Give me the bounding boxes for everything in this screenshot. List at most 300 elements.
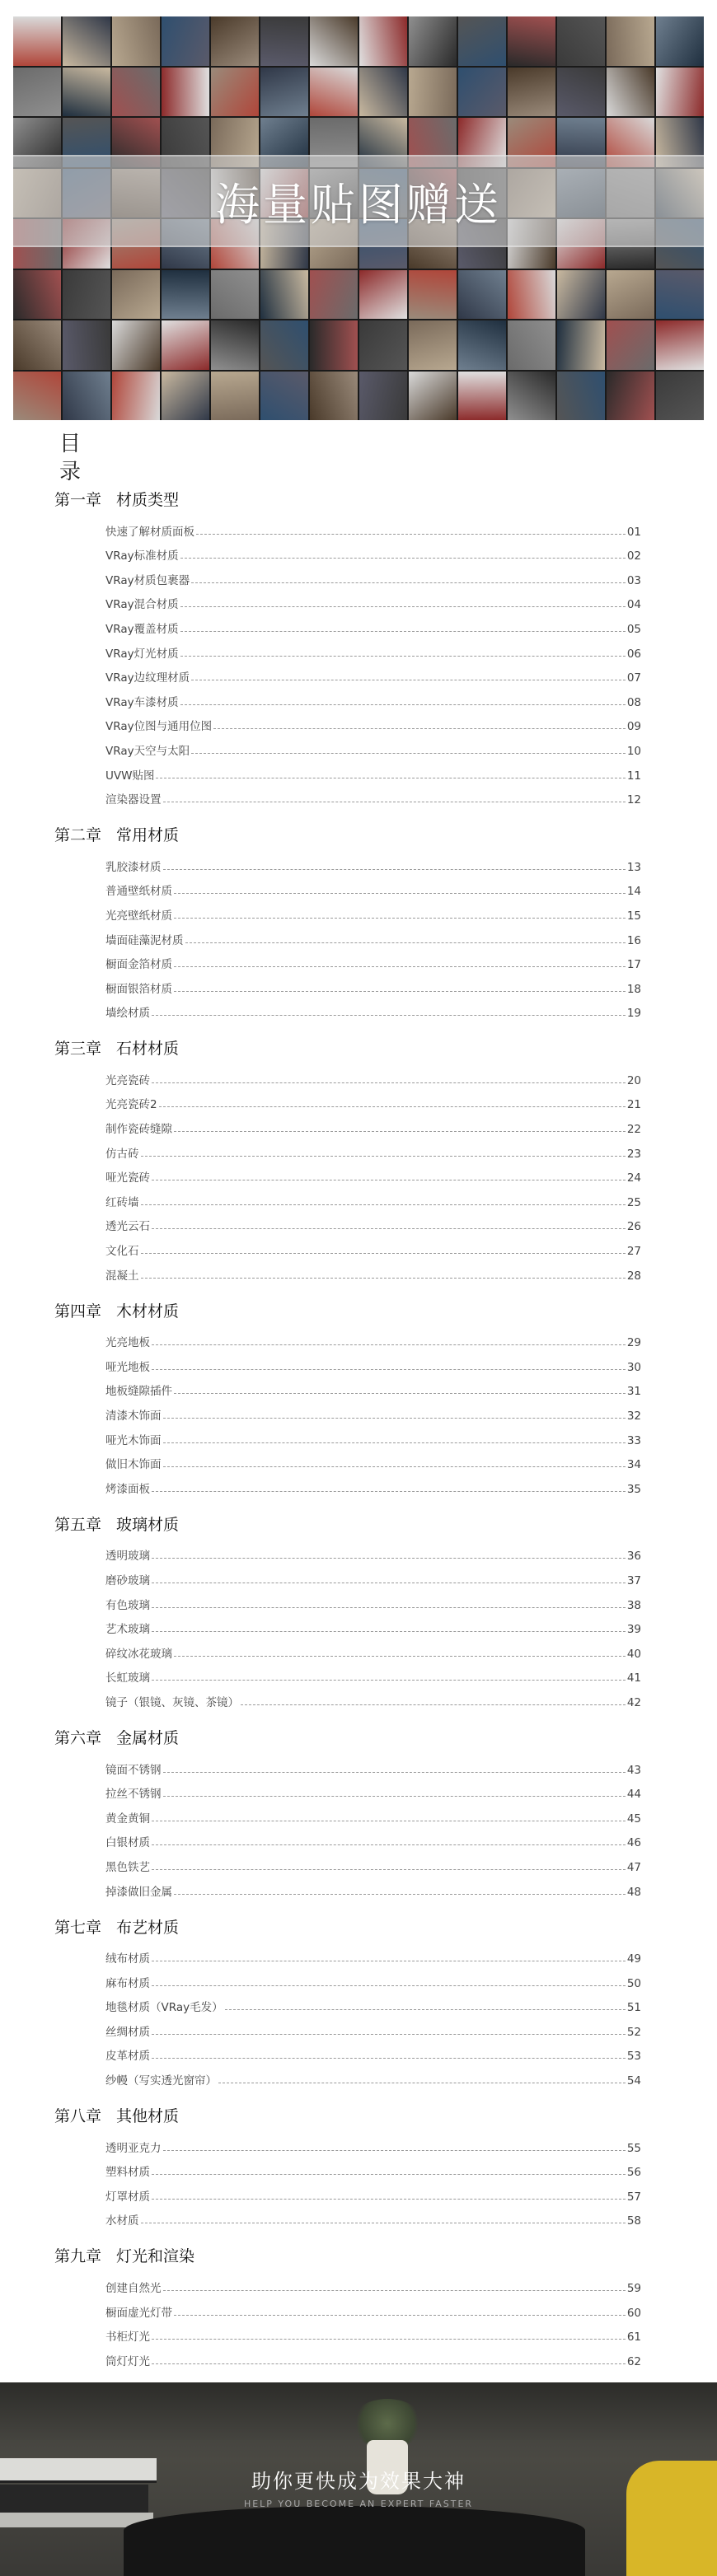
texture-tile: [557, 68, 605, 117]
toc-entry-page: 44: [626, 1788, 641, 1802]
toc-entry[interactable]: [54, 1349, 641, 1374]
dotted-leader: [141, 1204, 626, 1205]
toc-entry-page: 17: [626, 958, 641, 972]
toc-entry-label: 丝绸材质: [105, 2025, 150, 2039]
toc-entry-page: 28: [626, 1269, 641, 1283]
dotted-leader: [152, 2174, 626, 2175]
toc-entry-page: 02: [626, 549, 641, 563]
toc-entry-page: 62: [626, 2354, 641, 2368]
toc-entry-page: 27: [626, 1245, 641, 1259]
chapter-section: [54, 2102, 641, 2228]
texture-tile: [409, 68, 457, 117]
toc-entry[interactable]: [54, 539, 641, 563]
toc-entry[interactable]: [54, 1849, 641, 1874]
toc-entry-page: 04: [626, 598, 641, 612]
toc-entry-page: 52: [626, 2025, 641, 2039]
toc-entry-label: 哑光地板: [105, 1360, 150, 1374]
dotted-leader: [191, 753, 626, 754]
toc-entry-label: 渲染器设置: [105, 793, 162, 807]
toc-entry[interactable]: [54, 1966, 641, 1990]
toc-entry-label: VRay材质包裹器: [105, 573, 190, 587]
chapter-section: [54, 1035, 641, 1282]
toc-entry[interactable]: [54, 733, 641, 758]
chapter-number: 第六章: [54, 1728, 102, 1747]
chapter-title: [54, 1724, 641, 1752]
footer-text: [0, 2465, 717, 2509]
toc-entry-page: 53: [626, 2050, 641, 2064]
toc-entry[interactable]: [54, 2130, 641, 2155]
toc-entry-page: 36: [626, 1550, 641, 1564]
toc-entry[interactable]: [54, 2204, 641, 2228]
toc-entry-label: 筒灯灯光: [105, 2354, 150, 2368]
chapter-title: [54, 821, 641, 849]
texture-tile: [310, 372, 358, 421]
chapter-number: 第一章: [54, 491, 102, 509]
chapter-name: 材质类型: [116, 491, 180, 509]
texture-tile: [260, 372, 308, 421]
toc-entry-label: 橱面金箔材质: [105, 958, 172, 972]
texture-tile: [13, 68, 61, 117]
toc-entry-label: 文化石: [105, 1245, 139, 1259]
chapter-name: 其他材质: [116, 2107, 180, 2126]
dotted-leader: [163, 1442, 626, 1443]
chapter-number: 第二章: [54, 826, 102, 845]
toc-entry-page: 41: [626, 1671, 641, 1685]
texture-tile: [557, 270, 605, 320]
toc-entry-page: 09: [626, 720, 641, 734]
chapter-section: [54, 1297, 641, 1496]
toc-entry[interactable]: [54, 1587, 641, 1612]
chapter-name: 布艺材质: [116, 1918, 180, 1937]
dotted-leader: [141, 1253, 626, 1254]
texture-tile: [458, 372, 506, 421]
toc-entry[interactable]: [54, 1826, 641, 1850]
toc-entry[interactable]: [54, 709, 641, 734]
footer-subtitle: HELP YOU BECOME AN EXPERT FASTER: [243, 2499, 474, 2509]
dotted-leader: [174, 966, 626, 967]
chapter-title: [54, 486, 641, 514]
texture-tile: [13, 320, 61, 370]
toc-entry-page: 18: [626, 982, 641, 996]
toc-entry-page: 37: [626, 1573, 641, 1587]
toc-entry-label: 地板缝隙插件: [105, 1385, 172, 1399]
texture-tile: [310, 320, 358, 370]
texture-tile: [359, 68, 407, 117]
toc-entry[interactable]: [54, 1471, 641, 1496]
toc-entry[interactable]: [54, 874, 641, 899]
texture-tile: [13, 16, 61, 66]
toc-entry-page: 57: [626, 2190, 641, 2204]
toc-entry[interactable]: [54, 2063, 641, 2087]
toc-entry-label: VRay灯光材质: [105, 647, 179, 661]
texture-tile: [607, 320, 654, 370]
dotted-leader: [163, 1796, 626, 1797]
toc-entry-label: 水材质: [105, 2214, 139, 2228]
dotted-leader: [174, 918, 626, 919]
toc-entry[interactable]: [54, 1087, 641, 1112]
toc-entry-label: 墙绘材质: [105, 1007, 150, 1021]
toc-entry-page: 45: [626, 1812, 641, 1826]
texture-tile: [112, 372, 160, 421]
dotted-leader: [152, 1607, 626, 1608]
toc-entry[interactable]: [54, 2155, 641, 2180]
toc-entry[interactable]: [54, 2039, 641, 2064]
texture-tile: [409, 16, 457, 66]
toc-entry-label: 磨砂玻璃: [105, 1573, 150, 1587]
toc-entry-label: 光亮瓷砖: [105, 1073, 150, 1087]
toc-entry-page: 05: [626, 622, 641, 636]
toc-entry-page: 60: [626, 2306, 641, 2320]
toc-entry-label: 皮革材质: [105, 2050, 150, 2064]
toc-entry-label: 混凝土: [105, 1269, 139, 1283]
toc-entry-page: 13: [626, 860, 641, 874]
toc-entry-page: 25: [626, 1195, 641, 1209]
chapter-section: [54, 821, 641, 1020]
toc-entry-label: 透光云石: [105, 1220, 150, 1234]
toc-entry-label: 镜面不锈钢: [105, 1763, 162, 1777]
toc-entry[interactable]: [54, 1874, 641, 1899]
toc-entry-page: 46: [626, 1836, 641, 1850]
texture-tile: [310, 270, 358, 320]
toc-entry-page: 43: [626, 1763, 641, 1777]
dotted-leader: [174, 1393, 626, 1394]
toc-entry-label: 镜子（银镜、灰镜、茶镜）: [105, 1695, 239, 1709]
toc-entry-label: 橱面银箔材质: [105, 982, 172, 996]
toc-entry[interactable]: [54, 2179, 641, 2204]
toc-entry[interactable]: [54, 2270, 641, 2295]
texture-tile: [458, 270, 506, 320]
texture-tile: [63, 320, 110, 370]
footer-title: 助你更快成为效果大神: [251, 2470, 466, 2493]
chapter-name: 常用材质: [116, 826, 180, 845]
toc-entry-label: 做旧木饰面: [105, 1458, 162, 1472]
chapter-title: [54, 2242, 641, 2270]
texture-tile: [211, 372, 259, 421]
texture-tile: [13, 270, 61, 320]
toc-entry[interactable]: [54, 1063, 641, 1087]
texture-tile: [63, 68, 110, 117]
toc-entry-label: 纱幔（写实透光窗帘）: [105, 2074, 217, 2088]
texture-tile: [162, 16, 209, 66]
toc-entry[interactable]: [54, 1636, 641, 1661]
toc-entry-label: VRay位图与通用位图: [105, 720, 213, 734]
toc-entry-label: VRay混合材质: [105, 598, 179, 612]
toc-entry-page: 24: [626, 1171, 641, 1185]
toc-entry-page: 33: [626, 1433, 641, 1447]
dotted-leader: [152, 1082, 626, 1083]
dotted-leader: [152, 2363, 626, 2364]
toc-entry[interactable]: [54, 996, 641, 1021]
texture-tile: [458, 320, 506, 370]
texture-tile: [508, 270, 555, 320]
texture-tile: [260, 320, 308, 370]
toc-entry[interactable]: [54, 971, 641, 996]
texture-tile: [557, 372, 605, 421]
toc-entry-page: 32: [626, 1410, 641, 1423]
dotted-leader: [141, 1278, 626, 1279]
dotted-leader: [152, 1844, 626, 1845]
texture-tile: [211, 270, 259, 320]
texture-tile: [162, 372, 209, 421]
toc-entry-label: 普通壁纸材质: [105, 885, 172, 899]
toc-entry[interactable]: [54, 1539, 641, 1564]
texture-tile: [162, 68, 209, 117]
texture-tile: [458, 16, 506, 66]
dotted-leader: [163, 1418, 626, 1419]
toc-entry-page: 59: [626, 2282, 641, 2296]
texture-tile: [656, 320, 704, 370]
toc-entry-page: 55: [626, 2141, 641, 2155]
toc-entry[interactable]: [54, 2320, 641, 2345]
toc-entry-page: 56: [626, 2166, 641, 2180]
texture-tile: [508, 320, 555, 370]
toc-entry[interactable]: [54, 1209, 641, 1234]
toc-entry[interactable]: [54, 636, 641, 661]
toc-entry-label: VRay标准材质: [105, 549, 179, 563]
texture-tile: [607, 68, 654, 117]
toc-entry-page: 34: [626, 1458, 641, 1472]
texture-tile: [260, 68, 308, 117]
toc-entry-page: 49: [626, 1952, 641, 1966]
toc-entry[interactable]: [54, 2014, 641, 2039]
toc-entry[interactable]: [54, 2295, 641, 2320]
toc-entry-label: 地毯材质（VRay毛发）: [105, 2001, 223, 2015]
dotted-leader: [152, 1631, 626, 1632]
toc-entry[interactable]: [54, 1752, 641, 1777]
toc-entry[interactable]: [54, 685, 641, 709]
texture-tile: [409, 320, 457, 370]
toc-entry[interactable]: [54, 661, 641, 685]
toc-entry-page: 06: [626, 647, 641, 661]
toc-entry[interactable]: [54, 1685, 641, 1709]
toc-entry-label: 仿古砖: [105, 1147, 139, 1161]
toc-entry-page: 58: [626, 2214, 641, 2228]
texture-tile: [508, 372, 555, 421]
toc-entry-label: 书柜灯光: [105, 2331, 150, 2345]
toc-entry[interactable]: [54, 1398, 641, 1423]
toc-entry-label: 艺术玻璃: [105, 1623, 150, 1637]
texture-tile: [359, 270, 407, 320]
chapter-name: 玻璃材质: [116, 1515, 180, 1534]
toc-entry[interactable]: [54, 1942, 641, 1966]
toc-entry[interactable]: [54, 1325, 641, 1350]
texture-tile: [656, 68, 704, 117]
texture-tile: [310, 68, 358, 117]
toc-entry-label: 麻布材质: [105, 1976, 150, 1990]
toc-entry[interactable]: [54, 1136, 641, 1161]
toc-entry-page: 23: [626, 1147, 641, 1161]
texture-tile: [557, 320, 605, 370]
dotted-leader: [152, 1228, 626, 1229]
texture-tile: [359, 320, 407, 370]
toc-entry-page: 40: [626, 1647, 641, 1661]
toc-entry-label: 烤漆面板: [105, 1482, 150, 1496]
dotted-leader: [152, 2058, 626, 2059]
dotted-leader: [152, 2034, 626, 2035]
toc-entry[interactable]: [54, 1423, 641, 1447]
dotted-leader: [152, 1015, 626, 1016]
chapter-section: [54, 1511, 641, 1709]
dotted-leader: [241, 1704, 626, 1705]
toc-entry-label: 碎纹冰花玻璃: [105, 1647, 172, 1661]
toc-entry-label: 掉漆做旧金属: [105, 1885, 172, 1899]
toc-entry[interactable]: [54, 611, 641, 636]
texture-tile: [607, 16, 654, 66]
dotted-leader: [174, 1894, 626, 1895]
dotted-leader: [225, 2009, 626, 2010]
dotted-leader: [141, 1156, 626, 1157]
toc-entry-page: 39: [626, 1623, 641, 1637]
dotted-leader: [196, 534, 626, 535]
toc-entry[interactable]: [54, 1374, 641, 1399]
toc-entry-label: 橱面虚光灯带: [105, 2306, 172, 2320]
toc-entry[interactable]: [54, 1447, 641, 1472]
toc-entry-label: 光亮瓷砖2: [105, 1098, 157, 1112]
dotted-leader: [163, 2150, 626, 2151]
chapter-name: 金属材质: [116, 1728, 180, 1747]
texture-tile: [508, 16, 555, 66]
toc-entry-page: 47: [626, 1860, 641, 1874]
toc-entry[interactable]: [54, 947, 641, 972]
texture-tile: [211, 16, 259, 66]
toc-entry-label: 绒布材质: [105, 1952, 150, 1966]
toc-entry-label: 乳胶漆材质: [105, 860, 162, 874]
texture-tile: [13, 372, 61, 421]
toc-entry-label: 长虹玻璃: [105, 1671, 150, 1685]
toc-entry-label: 灯罩材质: [105, 2190, 150, 2204]
toc-entry[interactable]: [54, 1185, 641, 1209]
toc-entry-label: 拉丝不锈钢: [105, 1788, 162, 1802]
toc-entry-label: 黑色铁艺: [105, 1860, 150, 1874]
dotted-leader: [159, 1106, 626, 1107]
texture-tile: [112, 68, 160, 117]
toc-entry-label: 清漆木饰面: [105, 1410, 162, 1423]
toc-entry-page: 51: [626, 2001, 641, 2015]
toc-entry-label: 塑料材质: [105, 2166, 150, 2180]
toc-entry-page: 19: [626, 1007, 641, 1021]
toc-entry-page: 08: [626, 695, 641, 709]
toc-entry[interactable]: [54, 2344, 641, 2368]
texture-tile: [656, 16, 704, 66]
texture-tile: [63, 372, 110, 421]
toc-entry[interactable]: [54, 1777, 641, 1802]
toc-entry-page: 30: [626, 1360, 641, 1374]
toc-entry[interactable]: [54, 923, 641, 947]
dotted-leader: [152, 1680, 626, 1681]
toc-entry-page: 22: [626, 1123, 641, 1137]
dotted-leader: [152, 1369, 626, 1370]
dotted-leader: [180, 704, 626, 705]
texture-tile: [359, 372, 407, 421]
toc-entry[interactable]: [54, 898, 641, 923]
dotted-leader: [152, 1985, 626, 1986]
toc-entry[interactable]: [54, 1258, 641, 1283]
toc-entry[interactable]: [54, 758, 641, 783]
toc-entry-page: 07: [626, 671, 641, 685]
dotted-leader: [152, 2199, 626, 2200]
toc-entry-label: 有色玻璃: [105, 1598, 150, 1612]
chapter-name: 灯光和渲染: [116, 2247, 195, 2266]
toc-entry-label: 哑光木饰面: [105, 1433, 162, 1447]
toc-entry-page: 03: [626, 573, 641, 587]
dotted-leader: [180, 606, 626, 607]
dotted-leader: [174, 893, 626, 894]
dotted-leader: [152, 1344, 626, 1345]
hero-title: 海量贴图赠送: [215, 178, 502, 231]
toc-entry[interactable]: [54, 1233, 641, 1258]
toc-entry-page: 14: [626, 885, 641, 899]
toc-entry[interactable]: [54, 563, 641, 587]
chapter-number: 第七章: [54, 1918, 102, 1937]
toc-entry-page: 54: [626, 2074, 641, 2088]
toc-entry[interactable]: [54, 1111, 641, 1136]
chapter-number: 第五章: [54, 1515, 102, 1534]
toc-entry[interactable]: [54, 783, 641, 807]
toc-entry[interactable]: [54, 1612, 641, 1637]
toc-entry-label: VRay天空与太阳: [105, 744, 190, 758]
chapter-number: 第九章: [54, 2247, 102, 2266]
texture-tile: [409, 270, 457, 320]
toc-entry[interactable]: [54, 1563, 641, 1587]
dotted-leader: [174, 1131, 626, 1132]
chapter-title: [54, 2102, 641, 2130]
texture-tile: [211, 320, 259, 370]
texture-tile: [63, 16, 110, 66]
toc-entry-page: 21: [626, 1098, 641, 1112]
chapter-title: [54, 1914, 641, 1942]
dotted-leader: [163, 1772, 626, 1773]
toc-entry-label: 快速了解材质面板: [105, 525, 194, 539]
dotted-leader: [152, 1558, 626, 1559]
toc-entry[interactable]: [54, 1801, 641, 1826]
texture-tile: [162, 320, 209, 370]
dotted-leader: [180, 558, 626, 559]
footer-round-table: [124, 2506, 585, 2576]
hero-banner: [13, 16, 704, 420]
toc-entry-label: 墙面硅藻泥材质: [105, 933, 184, 947]
toc-entry-page: 48: [626, 1885, 641, 1899]
texture-tile: [63, 270, 110, 320]
toc-entry-page: 61: [626, 2331, 641, 2345]
texture-tile: [211, 68, 259, 117]
toc-entry-label: 制作瓷砖缝隙: [105, 1123, 172, 1137]
toc-entry[interactable]: [54, 1161, 641, 1185]
chapter-section: [54, 1914, 641, 2088]
dotted-leader: [152, 1491, 626, 1492]
toc-entry-page: 16: [626, 933, 641, 947]
toc-entry[interactable]: [54, 587, 641, 612]
toc-entry[interactable]: [54, 514, 641, 539]
chapter-number: 第四章: [54, 1302, 102, 1321]
dotted-leader: [174, 991, 626, 992]
dotted-leader: [152, 2339, 626, 2340]
chapter-section: [54, 1724, 641, 1899]
texture-tile: [656, 270, 704, 320]
hero-title-band: [13, 155, 704, 247]
chapter-name: 石材材质: [116, 1040, 180, 1059]
dotted-leader: [174, 1656, 626, 1657]
texture-tile: [508, 68, 555, 117]
toc-entry[interactable]: [54, 849, 641, 874]
dotted-leader: [163, 869, 626, 870]
texture-tile: [409, 372, 457, 421]
toc-entry-label: 光亮地板: [105, 1336, 150, 1350]
toc-entry-label: 白银材质: [105, 1836, 150, 1850]
toc-entry[interactable]: [54, 1661, 641, 1685]
toc-entry-label: 哑光瓷砖: [105, 1171, 150, 1185]
toc-entry-page: 35: [626, 1482, 641, 1496]
toc-entry[interactable]: [54, 1990, 641, 2015]
